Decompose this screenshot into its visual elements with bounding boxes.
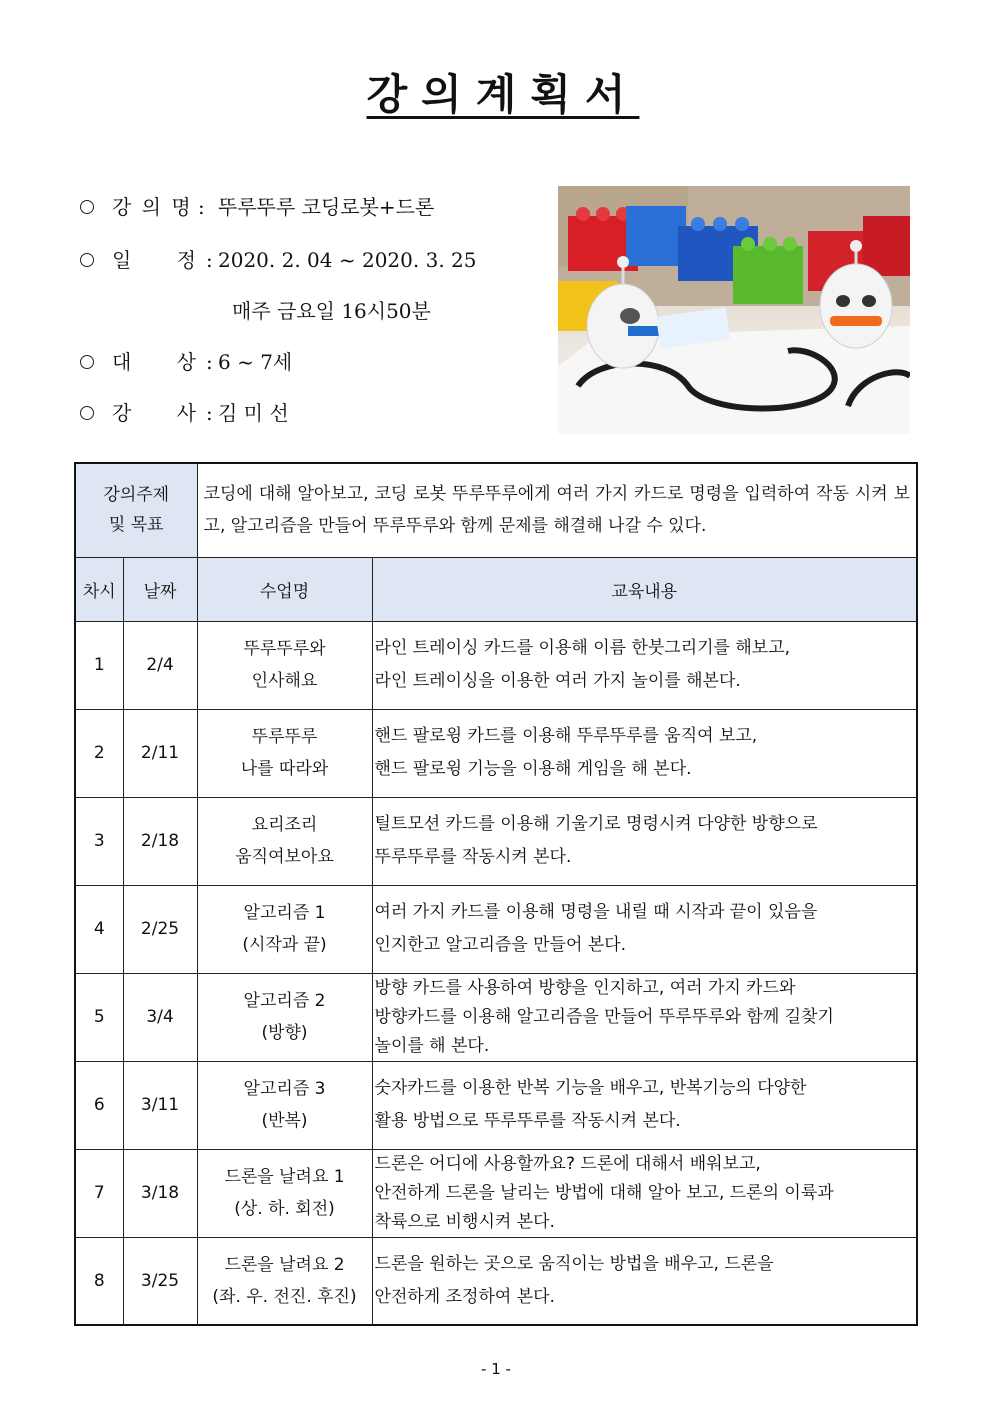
theme-label: 강의주제 및 목표 bbox=[75, 463, 197, 557]
session-cell: 7 bbox=[75, 1149, 123, 1237]
date-cell: 2/11 bbox=[123, 709, 197, 797]
date-cell: 3/25 bbox=[123, 1237, 197, 1325]
session-cell: 4 bbox=[75, 885, 123, 973]
page-title: 강의계획서 bbox=[366, 70, 640, 119]
info-label: 강 사 bbox=[112, 401, 198, 425]
header-session: 차시 bbox=[75, 557, 123, 621]
content-cell: 라인 트레이싱 카드를 이용해 이름 한붓그리기를 해보고, 라인 트레이싱을 이용한 여러 가지 놀이를 해본다. bbox=[372, 621, 917, 709]
robot-photo-illustration bbox=[558, 186, 910, 434]
header-date: 날짜 bbox=[123, 557, 197, 621]
table-row bbox=[75, 885, 917, 973]
theme-text: 코딩에 대해 알아보고, 코딩 로봇 뚜루뚜루에게 여러 가지 카드로 명령을 입력하여 작동 시켜 보고, 알고리즘을 만들어 뚜루뚜루와 함께 문제를 해결해 나갈 수 있다. bbox=[197, 463, 917, 557]
info-value: 뚜루뚜루 코딩로봇+드론 bbox=[218, 195, 435, 219]
session-cell: 3 bbox=[75, 797, 123, 885]
session-cell: 1 bbox=[75, 621, 123, 709]
lesson-cell: 알고리즘 1 (시작과 끝) bbox=[197, 885, 372, 973]
info-instructor: 강 사 : 김 미 선 bbox=[80, 398, 289, 428]
lesson-plan-table bbox=[74, 462, 918, 1326]
session-cell: 2 bbox=[75, 709, 123, 797]
info-label: 대 상 bbox=[112, 350, 198, 374]
lesson-cell: 알고리즘 3 (반복) bbox=[197, 1061, 372, 1149]
info-schedule: 일 정 : 2020. 2. 04 ~ 2020. 3. 25 bbox=[80, 245, 476, 275]
content-cell: 핸드 팔로윙 카드를 이용해 뚜루뚜루를 움직여 보고, 핸드 팔로윙 기능을 이용해 게임을 해 본다. bbox=[372, 709, 917, 797]
theme-row bbox=[75, 463, 917, 557]
lesson-cell: 요리조리 움직여보아요 bbox=[197, 797, 372, 885]
content-cell: 방향 카드를 사용하여 방향을 인지하고, 여러 가지 카드와 방향카드를 이용해 알고리즘을 만들어 뚜루뚜루와 함께 길찾기 놀이를 해 본다. bbox=[372, 973, 917, 1061]
info-value: 김 미 선 bbox=[218, 401, 289, 425]
info-course: 강 의 명 : 뚜루뚜루 코딩로봇+드론 bbox=[80, 192, 434, 222]
content-cell: 드론은 어디에 사용할까요? 드론에 대해서 배워보고, 안전하게 드론을 날리는 방법에 대해 알아 보고, 드론의 이륙과 착륙으로 비행시켜 본다. bbox=[372, 1149, 917, 1237]
lesson-cell: 뚜루뚜루 나를 따라와 bbox=[197, 709, 372, 797]
bullet-circle-icon bbox=[80, 355, 94, 369]
date-cell: 2/18 bbox=[123, 797, 197, 885]
page-number: - 1 - bbox=[481, 1360, 511, 1378]
bullet-circle-icon bbox=[80, 406, 94, 420]
date-cell: 3/11 bbox=[123, 1061, 197, 1149]
info-label: 강 의 명 bbox=[112, 195, 193, 219]
table-row bbox=[75, 1237, 917, 1325]
content-cell: 틸트모션 카드를 이용해 기울기로 명령시켜 다양한 방향으로 뚜루뚜루를 작동시켜 본다. bbox=[372, 797, 917, 885]
content-cell: 숫자카드를 이용한 반복 기능을 배우고, 반복기능의 다양한 활용 방법으로 뚜루뚜루를 작동시켜 본다. bbox=[372, 1061, 917, 1149]
info-target: 대 상 : 6 ~ 7세 bbox=[80, 347, 292, 377]
date-cell: 2/25 bbox=[123, 885, 197, 973]
table-row bbox=[75, 709, 917, 797]
session-cell: 6 bbox=[75, 1061, 123, 1149]
date-cell: 3/4 bbox=[123, 973, 197, 1061]
bullet-circle-icon bbox=[80, 253, 94, 267]
info-value: 6 ~ 7세 bbox=[218, 350, 293, 374]
date-cell: 2/4 bbox=[123, 621, 197, 709]
session-cell: 8 bbox=[75, 1237, 123, 1325]
lesson-cell: 드론을 날려요 2 (좌. 우. 전진. 후진) bbox=[197, 1237, 372, 1325]
table-row bbox=[75, 797, 917, 885]
info-schedule-weekly bbox=[232, 296, 431, 326]
table-row bbox=[75, 973, 917, 1061]
table-row bbox=[75, 621, 917, 709]
info-value: 매주 금요일 16시50분 bbox=[232, 299, 431, 323]
lesson-cell: 뚜루뚜루와 인사해요 bbox=[197, 621, 372, 709]
session-cell: 5 bbox=[75, 973, 123, 1061]
table-row bbox=[75, 1149, 917, 1237]
lesson-cell: 드론을 날려요 1 (상. 하. 회전) bbox=[197, 1149, 372, 1237]
lesson-cell: 알고리즘 2 (방향) bbox=[197, 973, 372, 1061]
info-value: 2020. 2. 04 ~ 2020. 3. 25 bbox=[218, 248, 477, 272]
content-cell: 드론을 원하는 곳으로 움직이는 방법을 배우고, 드론을 안전하게 조정하여 본다. bbox=[372, 1237, 917, 1325]
date-cell: 3/18 bbox=[123, 1149, 197, 1237]
info-label: 일 정 bbox=[112, 248, 198, 272]
robot-photo bbox=[558, 186, 910, 434]
table-row bbox=[75, 1061, 917, 1149]
header-lesson: 수업명 bbox=[197, 557, 372, 621]
header-content: 교육내용 bbox=[372, 557, 917, 621]
header-row bbox=[75, 557, 917, 621]
content-cell: 여러 가지 카드를 이용해 명령을 내릴 때 시작과 끝이 있음을 인지한고 알고리즘을 만들어 본다. bbox=[372, 885, 917, 973]
bullet-circle-icon bbox=[80, 200, 94, 214]
